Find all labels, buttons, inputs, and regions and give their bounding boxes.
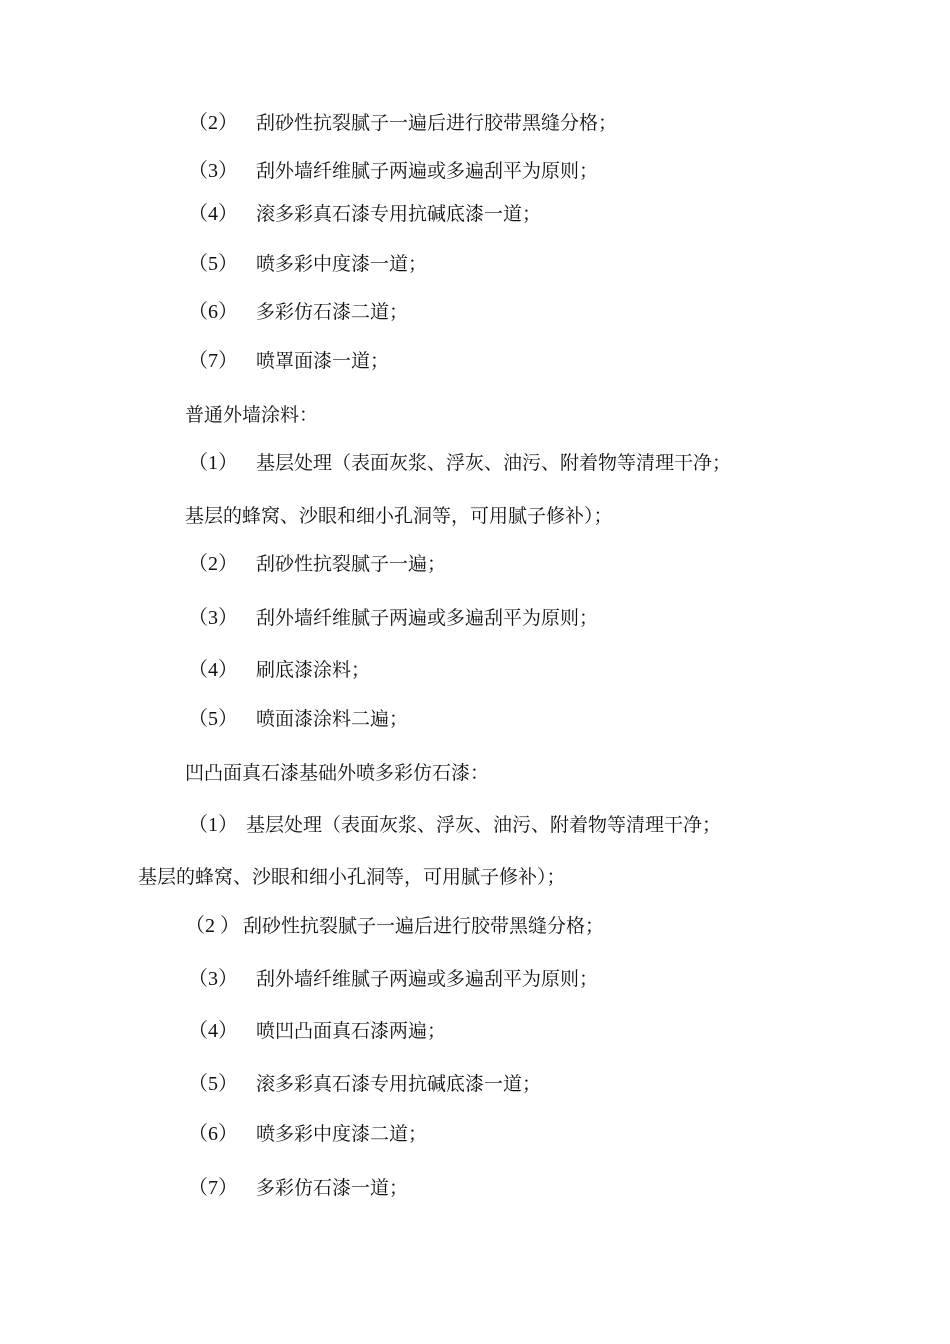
step-text: 喷多彩中度漆二道；	[256, 1123, 428, 1145]
step-number: （2）	[188, 553, 238, 575]
step-number: （2 ）	[185, 915, 240, 937]
step-line	[188, 348, 389, 374]
step-number: （2）	[188, 112, 238, 134]
step-number: （4）	[188, 659, 238, 681]
step-number: （4）	[188, 1020, 238, 1042]
step-number: （6）	[188, 301, 238, 323]
section-heading-text: 凹凸面真石漆基础外喷多彩仿石漆：	[185, 762, 490, 784]
step-number: （3）	[188, 160, 238, 182]
step-text: 多彩仿石漆一道；	[256, 1177, 409, 1199]
step-number: （5）	[188, 253, 238, 275]
step-line	[188, 450, 731, 476]
step-line	[185, 913, 604, 939]
step-text: 刮砂性抗裂腻子一遍；	[256, 553, 447, 575]
step-number: （3）	[188, 968, 238, 990]
step-line	[188, 812, 721, 838]
step-line	[188, 299, 408, 325]
step-text: 喷罩面漆一道；	[256, 350, 390, 372]
step-text: 刮外墙纤维腻子两遍或多遍刮平为原则；	[256, 160, 599, 182]
step-number: （7）	[188, 350, 238, 372]
step-line	[188, 966, 598, 992]
step-line	[188, 605, 598, 631]
step-line	[188, 251, 427, 277]
step-text: 基层处理（表面灰浆、浮灰、油污、附着物等清理干净；	[256, 452, 732, 474]
step-text: 刮外墙纤维腻子两遍或多遍刮平为原则；	[256, 968, 599, 990]
step-text: 刮砂性抗裂腻子一遍后进行胶带黑缝分格；	[243, 915, 605, 937]
step-number: （6）	[188, 1123, 238, 1145]
step-text: 喷凹凸面真石漆两遍；	[256, 1020, 447, 1042]
section-heading-text: 普通外墙涂料：	[185, 404, 319, 426]
step-text: 多彩仿石漆二道；	[256, 301, 409, 323]
step-line	[188, 1018, 446, 1044]
step-line	[188, 158, 598, 184]
step-text: 刷底漆涂料；	[256, 659, 371, 681]
step-line	[188, 1175, 408, 1201]
step-text: 喷多彩中度漆一道；	[256, 253, 428, 275]
step-line	[188, 1071, 541, 1097]
step-text: 滚多彩真石漆专用抗碱底漆一道；	[256, 203, 542, 225]
step-line	[188, 201, 541, 227]
continuation-text: 基层的蜂窝、沙眼和细小孔洞等，可用腻子修补）；	[138, 866, 566, 888]
step-line	[188, 1121, 427, 1147]
step-number: （3）	[188, 607, 238, 629]
continuation-line	[138, 864, 566, 890]
step-text: 滚多彩真石漆专用抗碱底漆一道；	[256, 1073, 542, 1095]
step-number: （7）	[188, 1177, 238, 1199]
step-line	[188, 706, 408, 732]
step-text: 刮砂性抗裂腻子一遍后进行胶带黑缝分格；	[256, 112, 618, 134]
step-number: （1）	[188, 814, 238, 836]
step-line	[188, 551, 446, 577]
step-number: （5）	[188, 1073, 238, 1095]
step-number: （1）	[188, 452, 238, 474]
step-text: 喷面漆涂料二遍；	[256, 708, 409, 730]
step-number: （5）	[188, 708, 238, 730]
step-number: （4）	[188, 203, 238, 225]
step-text: 刮外墙纤维腻子两遍或多遍刮平为原则；	[256, 607, 599, 629]
step-text: 基层处理（表面灰浆、浮灰、油污、附着物等清理干净；	[246, 814, 722, 836]
step-line	[188, 110, 617, 136]
section-heading	[185, 402, 318, 428]
continuation-text: 基层的蜂窝、沙眼和细小孔洞等，可用腻子修补）；	[185, 505, 613, 527]
continuation-line	[185, 503, 613, 529]
section-heading	[185, 760, 489, 786]
step-line	[188, 657, 370, 683]
